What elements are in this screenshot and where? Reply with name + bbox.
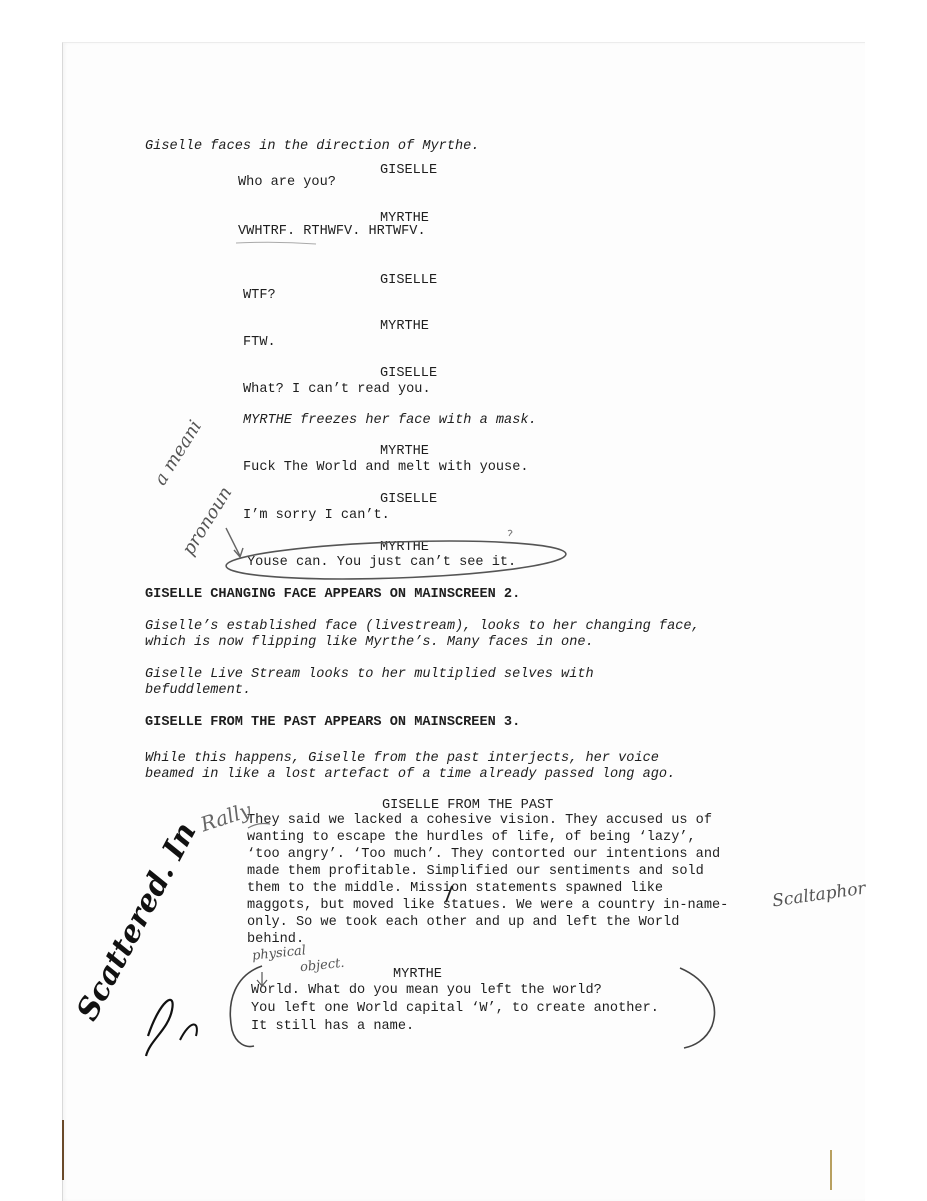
action-line: Giselle Live Stream looks to her multiplied selves with — [145, 667, 594, 682]
action-line: which is now flipping like Myrthe’s. Many faces in one. — [145, 635, 594, 650]
tick-mark — [508, 530, 512, 536]
dialogue-line: Youse can. You just can’t see it. — [247, 555, 517, 570]
dialogue-line: I’m sorry I can’t. — [243, 508, 390, 523]
bracket-left-mark — [230, 966, 262, 1046]
character-cue-myrthe: MYRTHE — [380, 540, 429, 555]
handwritten-note: a meani — [150, 416, 207, 490]
slash-mark — [446, 886, 452, 902]
dialogue-line: Fuck The World and melt with youse. — [243, 460, 529, 475]
character-cue-myrthe: MYRTHE — [380, 211, 429, 226]
character-cue-giselle-past: GISELLE FROM THE PAST — [382, 798, 554, 813]
handwritten-note: pronoun — [178, 483, 237, 560]
scene-heading: GISELLE FROM THE PAST APPEARS ON MAINSCREEN 3. — [145, 715, 521, 730]
dialogue-line: World. What do you mean you left the world? — [251, 983, 602, 998]
character-cue-giselle: GISELLE — [380, 366, 438, 381]
handwritten-note: physical — [251, 943, 307, 964]
action-line: MYRTHE freezes her face with a mask. — [243, 413, 537, 428]
oval-circle-mark — [225, 536, 566, 584]
handwritten-signature: Scattered. In — [70, 816, 204, 1027]
character-cue-myrthe: MYRTHE — [380, 444, 429, 459]
dialogue-line: What? I can’t read you. — [243, 382, 431, 397]
dialogue-line: behind. — [247, 932, 305, 947]
dialogue-line: ‘too angry’. ‘Too much’. They contorted our intentions and — [247, 847, 721, 862]
dialogue-line: WTF? — [243, 288, 276, 303]
dialogue-line: You left one World capital ‘W’, to create another. — [251, 1001, 659, 1016]
action-line: Giselle’s established face (livestream), looks to her changing face, — [145, 619, 700, 634]
dialogue-line: It still has a name. — [251, 1019, 415, 1034]
dialogue-line: maggots, but moved like statues. We were a country in-name- — [247, 898, 729, 913]
dialogue-line: wanting to escape the hurdles of life, of being ‘lazy’, — [247, 830, 696, 845]
action-line: beamed in like a lost artefact of a time already passed long ago. — [145, 767, 676, 782]
character-cue-myrthe: MYRTHE — [393, 967, 442, 982]
signature-stroke — [146, 1000, 173, 1056]
character-cue-myrthe: MYRTHE — [380, 319, 429, 334]
scribble-mark — [236, 242, 316, 244]
character-cue-giselle: GISELLE — [380, 492, 438, 507]
action-line: befuddlement. — [145, 683, 252, 698]
character-cue-giselle: GISELLE — [380, 273, 438, 288]
dialogue-line: only. So we took each other and up and left the World — [247, 915, 680, 930]
handwritten-note: Scaltaphor — [771, 878, 867, 912]
scene-heading: GISELLE CHANGING FACE APPEARS ON MAINSCREEN 2. — [145, 587, 521, 602]
handwritten-note: object. — [299, 955, 346, 976]
action-line: Giselle faces in the direction of Myrthe. — [145, 139, 480, 154]
tick-mark — [248, 824, 270, 829]
dialogue-line: made them profitable. Simplified our sentiments and sold — [247, 864, 704, 879]
action-line: While this happens, Giselle from the past interjects, her voice — [145, 751, 659, 766]
dialogue-line: VWHTRF. RTHWFV. HRTWFV. — [238, 224, 426, 239]
dialogue-line: They said we lacked a cohesive vision. They accused us of — [247, 813, 712, 828]
character-cue-giselle: GISELLE — [380, 163, 438, 178]
dialogue-line: FTW. — [243, 335, 276, 350]
arrow-mark — [226, 528, 240, 556]
handwritten-note: Rally — [197, 797, 254, 837]
bracket-right-mark — [680, 968, 714, 1048]
dialogue-line: Who are you? — [238, 175, 336, 190]
dialogue-line: them to the middle. Mission statements spawned like — [247, 881, 664, 896]
signature-stroke — [180, 1024, 197, 1040]
